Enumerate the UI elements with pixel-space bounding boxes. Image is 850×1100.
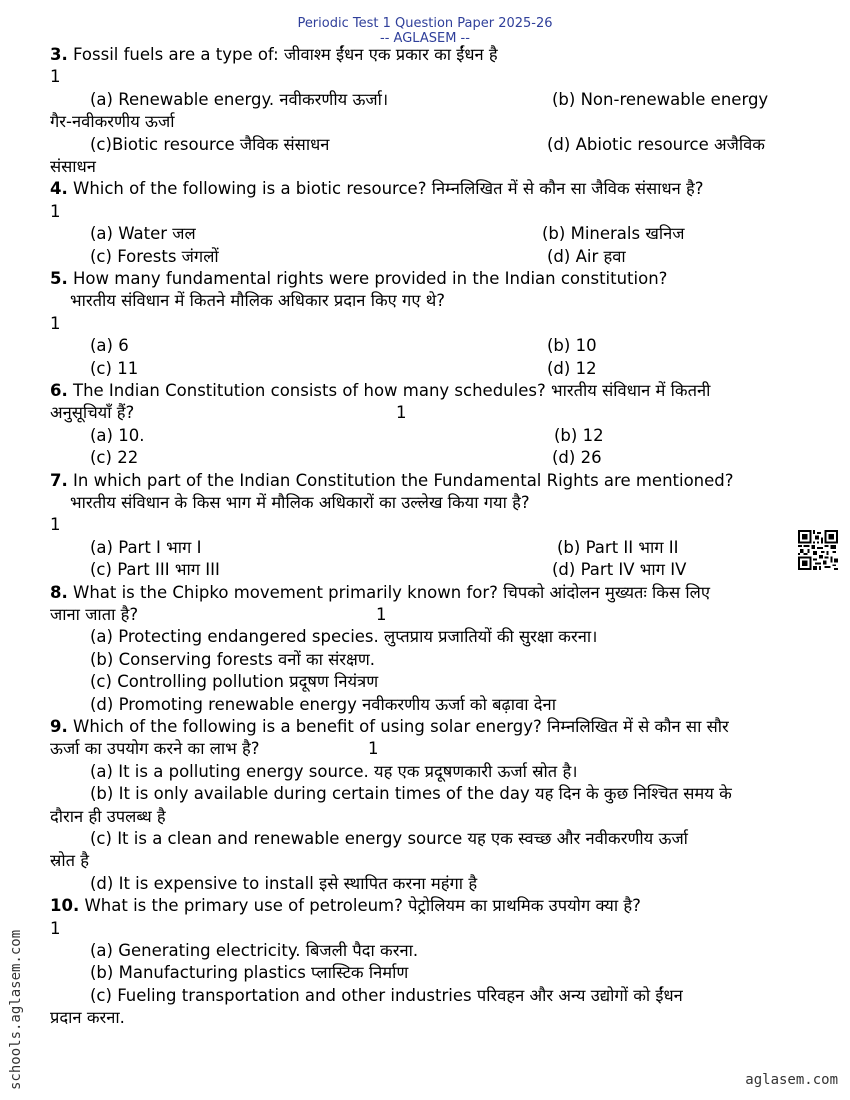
- paper-title: Periodic Test 1 Question Paper 2025-26: [297, 16, 553, 31]
- option-a: (a) Generating electricity. बिजली पैदा करना.: [90, 941, 419, 961]
- question-number: 9.: [50, 717, 68, 736]
- option-a: (a) Protecting endangered species. लुप्तप्राय प्रजातियों की सुरक्षा करना।: [90, 627, 598, 647]
- side-watermark: schools.aglasem.com: [8, 929, 24, 1090]
- option-a: (a) 10.: [90, 425, 145, 445]
- option-a: (a) Water जल: [90, 224, 196, 244]
- question-text: Which of the following is a benefit of using solar energy? निम्नलिखित में से कौन सा सौर: [73, 717, 729, 736]
- option-c: (c) Forests जंगलों: [90, 246, 219, 266]
- question-number: 7.: [50, 470, 68, 490]
- option-a: (a) Part I भाग I: [90, 537, 202, 557]
- question-marks: 1: [50, 67, 61, 87]
- question-number: 5.: [50, 269, 68, 288]
- question-number: 4.: [50, 179, 68, 199]
- question-marks: 1: [50, 918, 61, 938]
- option-b: (b) 10: [547, 336, 597, 356]
- question-number: 6.: [50, 381, 68, 400]
- question-text: The Indian Constitution consists of how many schedules? भारतीय संविधान में कितनी: [73, 381, 711, 400]
- question-5: [50, 268, 810, 380]
- question-marks: 1: [376, 604, 387, 624]
- question-marks: 1: [50, 515, 61, 535]
- question-marks: 1: [368, 739, 379, 759]
- option-c-continued: प्रदान करना.: [50, 1008, 125, 1028]
- option-d: (d) Air हवा: [547, 246, 626, 266]
- question-text-continued: अनुसूचियाँ हैं?: [50, 403, 135, 423]
- question-text-continued: जाना जाता है?: [50, 604, 139, 624]
- paper-subtitle: -- AGLASEM --: [380, 31, 470, 46]
- option-c: (c) Controlling pollution प्रदूषण नियंत्रण: [90, 672, 379, 692]
- question-10: [50, 895, 810, 1029]
- qr-code-icon[interactable]: [798, 530, 838, 570]
- option-b: (b) Part II भाग II: [557, 537, 679, 557]
- option-d: (d) Part IV भाग IV: [552, 560, 687, 580]
- question-number: 8.: [50, 582, 68, 602]
- question-text: Which of the following is a biotic resource? निम्नलिखित में से कौन सा जैविक संसाधन है?: [73, 179, 704, 199]
- question-text: In which part of the Indian Constitution the Fundamental Rights are mentioned?: [73, 470, 734, 490]
- option-d: (d) 12: [547, 358, 597, 378]
- question-8: [50, 582, 810, 716]
- question-text-hindi: भारतीय संविधान में कितने मौलिक अधिकार प्रदान किए गए थे?: [70, 291, 445, 311]
- question-marks: 1: [50, 201, 61, 221]
- option-d: (d) Abiotic resource अजैविक: [547, 134, 765, 154]
- question-text: What is the primary use of petroleum? पेट्रोलियम का प्राथमिक उपयोग क्या है?: [84, 896, 641, 916]
- question-3: [50, 44, 810, 178]
- question-4: [50, 178, 810, 268]
- question-text: What is the Chipko movement primarily known for? चिपको आंदोलन मुख्यतः किस लिए: [73, 582, 710, 602]
- option-b: (b) 12: [554, 425, 604, 445]
- option-d: (d) 26: [552, 448, 602, 468]
- question-number: 10.: [50, 896, 80, 916]
- option-a: (a) Renewable energy. नवीकरणीय ऊर्जा।: [90, 89, 389, 109]
- question-text: How many fundamental rights were provided in the Indian constitution?: [73, 269, 668, 288]
- question-marks: 1: [396, 403, 407, 423]
- option-b-continued: दौरान ही उपलब्ध है: [50, 806, 166, 826]
- question-number: 3.: [50, 45, 68, 64]
- option-d-continued: संसाधन: [50, 157, 96, 176]
- page-header: [0, 16, 850, 46]
- question-text-continued: ऊर्जा का उपयोग करने का लाभ है?: [50, 739, 260, 759]
- option-c: (c)Biotic resource जैविक संसाधन: [90, 134, 330, 154]
- option-b: (b) It is only available during certain times of the day यह दिन के कुछ निश्चित समय के: [90, 784, 732, 804]
- option-a: (a) It is a polluting energy source. यह एक प्रदूषणकारी ऊर्जा स्रोत है।: [90, 761, 578, 781]
- option-b-continued: गैर-नवीकरणीय ऊर्जा: [50, 112, 175, 132]
- option-c: (c) 22: [90, 448, 139, 468]
- option-a: (a) 6: [90, 336, 129, 356]
- option-c: (c) Part III भाग III: [90, 560, 220, 580]
- option-d: (d) It is expensive to install इसे स्थापित करना महंगा है: [90, 873, 478, 893]
- option-b: (b) Manufacturing plastics प्लास्टिक निर्माण: [90, 963, 409, 983]
- question-7: [50, 470, 810, 582]
- option-b: (b) Minerals खनिज: [542, 224, 685, 244]
- question-9: [50, 716, 810, 895]
- option-c: (c) 11: [90, 358, 139, 378]
- footer-watermark: aglasem.com: [745, 1072, 838, 1088]
- option-b: (b) Non-renewable energy: [552, 89, 769, 109]
- question-6: [50, 380, 810, 470]
- option-d: (d) Promoting renewable energy नवीकरणीय ऊर्जा को बढ़ावा देना: [90, 694, 556, 714]
- option-c: (c) Fueling transportation and other industries परिवहन और अन्य उद्योगों को ईंधन: [90, 985, 683, 1005]
- option-c-continued: स्रोत है: [50, 851, 90, 871]
- question-text-hindi: भारतीय संविधान के किस भाग में मौलिक अधिकारों का उल्लेख किया गया है?: [70, 492, 530, 512]
- option-c: (c) It is a clean and renewable energy source यह एक स्वच्छ और नवीकरणीय ऊर्जा: [90, 829, 688, 849]
- question-list: [50, 44, 810, 1030]
- question-marks: 1: [50, 313, 61, 333]
- question-text: Fossil fuels are a type of: जीवाश्म ईंधन एक प्रकार का ईंधन है: [73, 45, 498, 64]
- option-b: (b) Conserving forests वनों का संरक्षण.: [90, 649, 376, 669]
